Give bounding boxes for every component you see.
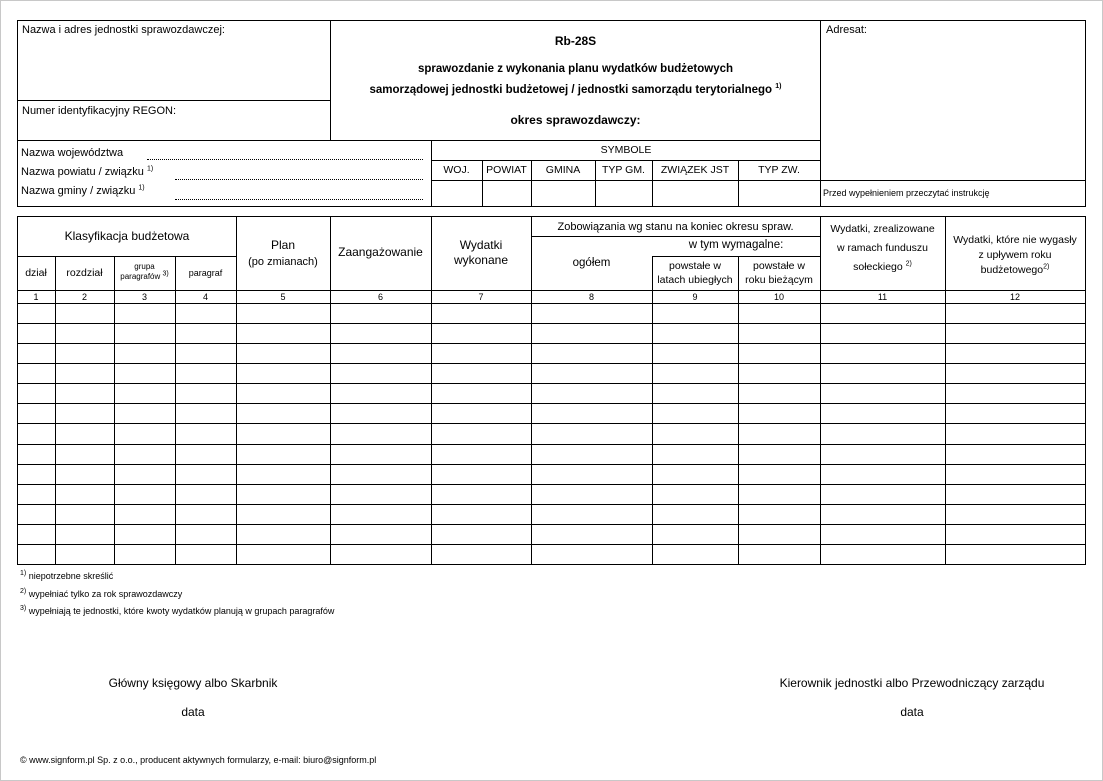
regon-label: Numer identyfikacyjny REGON: (22, 105, 177, 117)
col-ubieglych-header: powstałe w latach ubiegłych (657, 260, 733, 286)
symbol-typ-gm: TYP GM. (602, 164, 645, 176)
column-number: 6 (377, 292, 383, 302)
column-number: 8 (588, 292, 594, 302)
form-title-line1: sprawozdanie z wykonania planu wydatków budżetowych (417, 63, 734, 75)
addressee-label: Adresat: (826, 24, 867, 36)
col-wydatki-header: Wydatki wykonane (453, 238, 509, 267)
col-grupa-header: grupa paragrafów $^{3)}$ (120, 262, 169, 281)
symbol-zwiazek-jst: ZWIĄZEK JST (660, 164, 730, 176)
column-number: 12 (1009, 292, 1020, 302)
col-paragraf-header: paragraf (188, 268, 223, 278)
col-plan-header: Plan (270, 238, 296, 252)
right-signature-title: Kierownik jednostki albo Przewodniczący zarządu (779, 676, 1045, 690)
footnote-3: $^{3)}$ wypełniają te jednostki, które kwoty wydatków planują w grupach paragrafów (20, 605, 335, 616)
left-signature-date: data (181, 705, 205, 719)
table-row[interactable] (17, 423, 1085, 443)
col-rozdzial-header: rozdział (66, 267, 103, 279)
commune-label: Nazwa gminy / związku $^{1)}$ (21, 184, 145, 197)
footnote-2: $^{2)}$ wypełniać tylko za rok sprawozdawczy (20, 588, 183, 599)
col-dzial-header: dział (25, 267, 47, 279)
table-row[interactable] (17, 343, 1085, 363)
table-row[interactable] (17, 363, 1085, 383)
column-number: 2 (81, 292, 87, 302)
symbols-title: SYMBOLE (600, 144, 652, 156)
col-zobowiazania-header: Zobowiązania wg stanu na koniec okresu spraw. (557, 221, 794, 233)
reporting-period-label: okres sprawozdawczy: (510, 113, 641, 127)
footer-copyright: © www.signform.pl Sp. z o.o., producent aktywnych formularzy, e-mail: biuro@signform.pl (20, 755, 377, 765)
unit-name-label: Nazwa i adres jednostki sprawozdawczej: (22, 24, 225, 36)
left-signature-title: Główny księgowy albo Skarbnik (108, 676, 278, 690)
column-number: 11 (877, 292, 888, 302)
col-zaangazowanie-header: Zaangażowanie (338, 245, 423, 259)
table-row[interactable] (17, 383, 1085, 403)
col-solecki-header: Wydatki, zrealizowane w ramach funduszu sołeckiego $^{2)}$ (830, 223, 935, 273)
table-row[interactable] (17, 403, 1085, 423)
footnote-1: $^{1)}$ niepotrzebne skreślić (20, 570, 114, 581)
column-number: 7 (478, 292, 484, 302)
table-row[interactable] (17, 524, 1085, 544)
county-label: Nazwa powiatu / związku $^{1)}$ (21, 165, 154, 178)
table-row[interactable] (17, 303, 1085, 323)
table-row[interactable] (17, 323, 1085, 343)
symbol-typ-zw: TYP ZW. (758, 164, 800, 176)
col-wymagalne-header: w tym wymagalne: (688, 239, 784, 251)
instruction-note: Przed wypełnieniem przeczytać instrukcję (823, 188, 990, 198)
table-row[interactable] (17, 544, 1085, 564)
symbol-gmina: GMINA (545, 164, 581, 176)
voivodeship-label: Nazwa województwa (21, 147, 124, 159)
column-number: 4 (202, 292, 208, 302)
classification-header: Klasyfikacja budżetowa (64, 229, 190, 243)
symbol-woj: WOJ. (443, 164, 470, 176)
col-plan-subheader: (po zmianach) (248, 256, 318, 268)
column-number: 1 (33, 292, 39, 302)
table-row[interactable] (17, 504, 1085, 524)
col-niewygasle-header: Wydatki, które nie wygasły z upływem roku budżetowego$^{2)}$ (953, 234, 1077, 276)
symbol-powiat: POWIAT (486, 164, 527, 176)
col-biezacym-header: powstałe w roku bieżącym (745, 260, 813, 286)
right-signature-date: data (900, 705, 924, 719)
column-number: 9 (692, 292, 698, 302)
table-row[interactable] (17, 464, 1085, 484)
form-title-line2: samorządowej jednostki budżetowej / jednostki samorządu terytorialnego $^{1)}$ (369, 83, 782, 96)
column-number: 10 (773, 292, 784, 302)
col-ogolem-header: ogółem (572, 257, 611, 269)
column-number: 3 (141, 292, 147, 302)
table-row[interactable] (17, 484, 1085, 504)
table-row[interactable] (17, 444, 1085, 464)
column-number: 5 (280, 292, 286, 302)
form-code: Rb-28S (554, 34, 597, 48)
